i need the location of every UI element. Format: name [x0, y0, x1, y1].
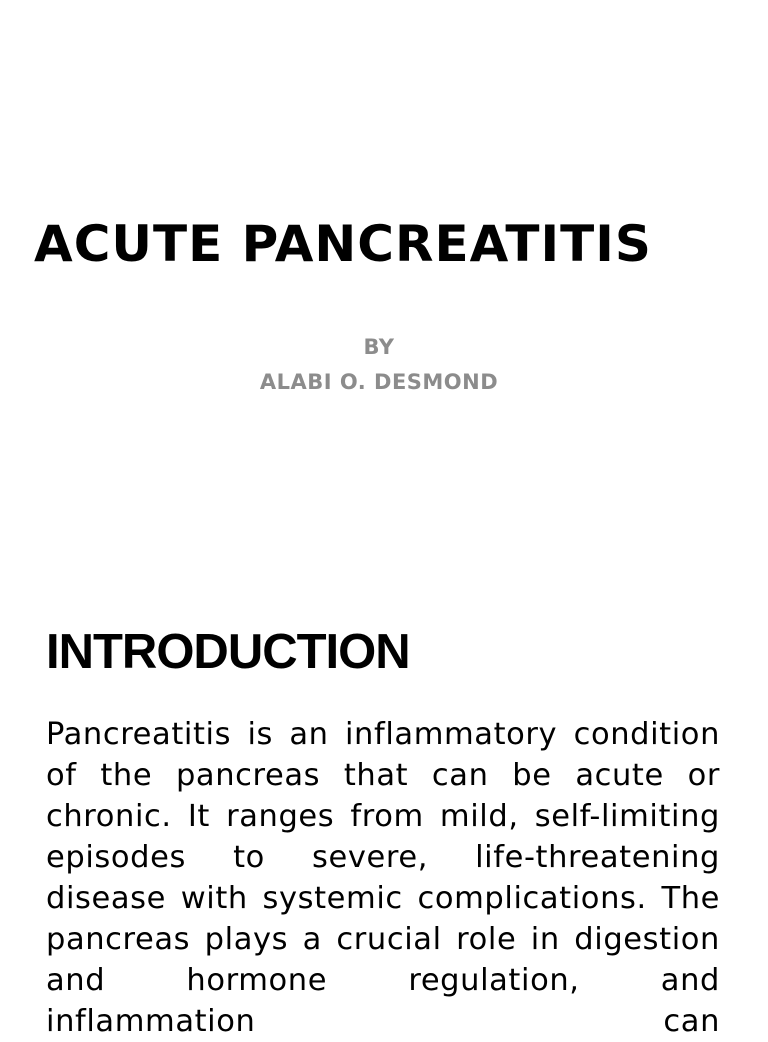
- author-name: ALABI O. DESMOND: [259, 370, 499, 394]
- introduction-paragraph: Pancreatitis is an inflammatory condition of the pancreas that can be acute or chronic. It ranges from mild, self-limiting episodes to severe, life-threatening disease with systemic complications. The pancreas plays a crucial role in digestion and hormone regulation, and inflammation can: [46, 717, 720, 1039]
- section-heading: INTRODUCTION: [46, 625, 410, 679]
- by-label: BY: [363, 335, 395, 359]
- presentation-title: ACUTE PANCREATITIS: [34, 215, 652, 273]
- introduction-slide: [0, 600, 768, 1039]
